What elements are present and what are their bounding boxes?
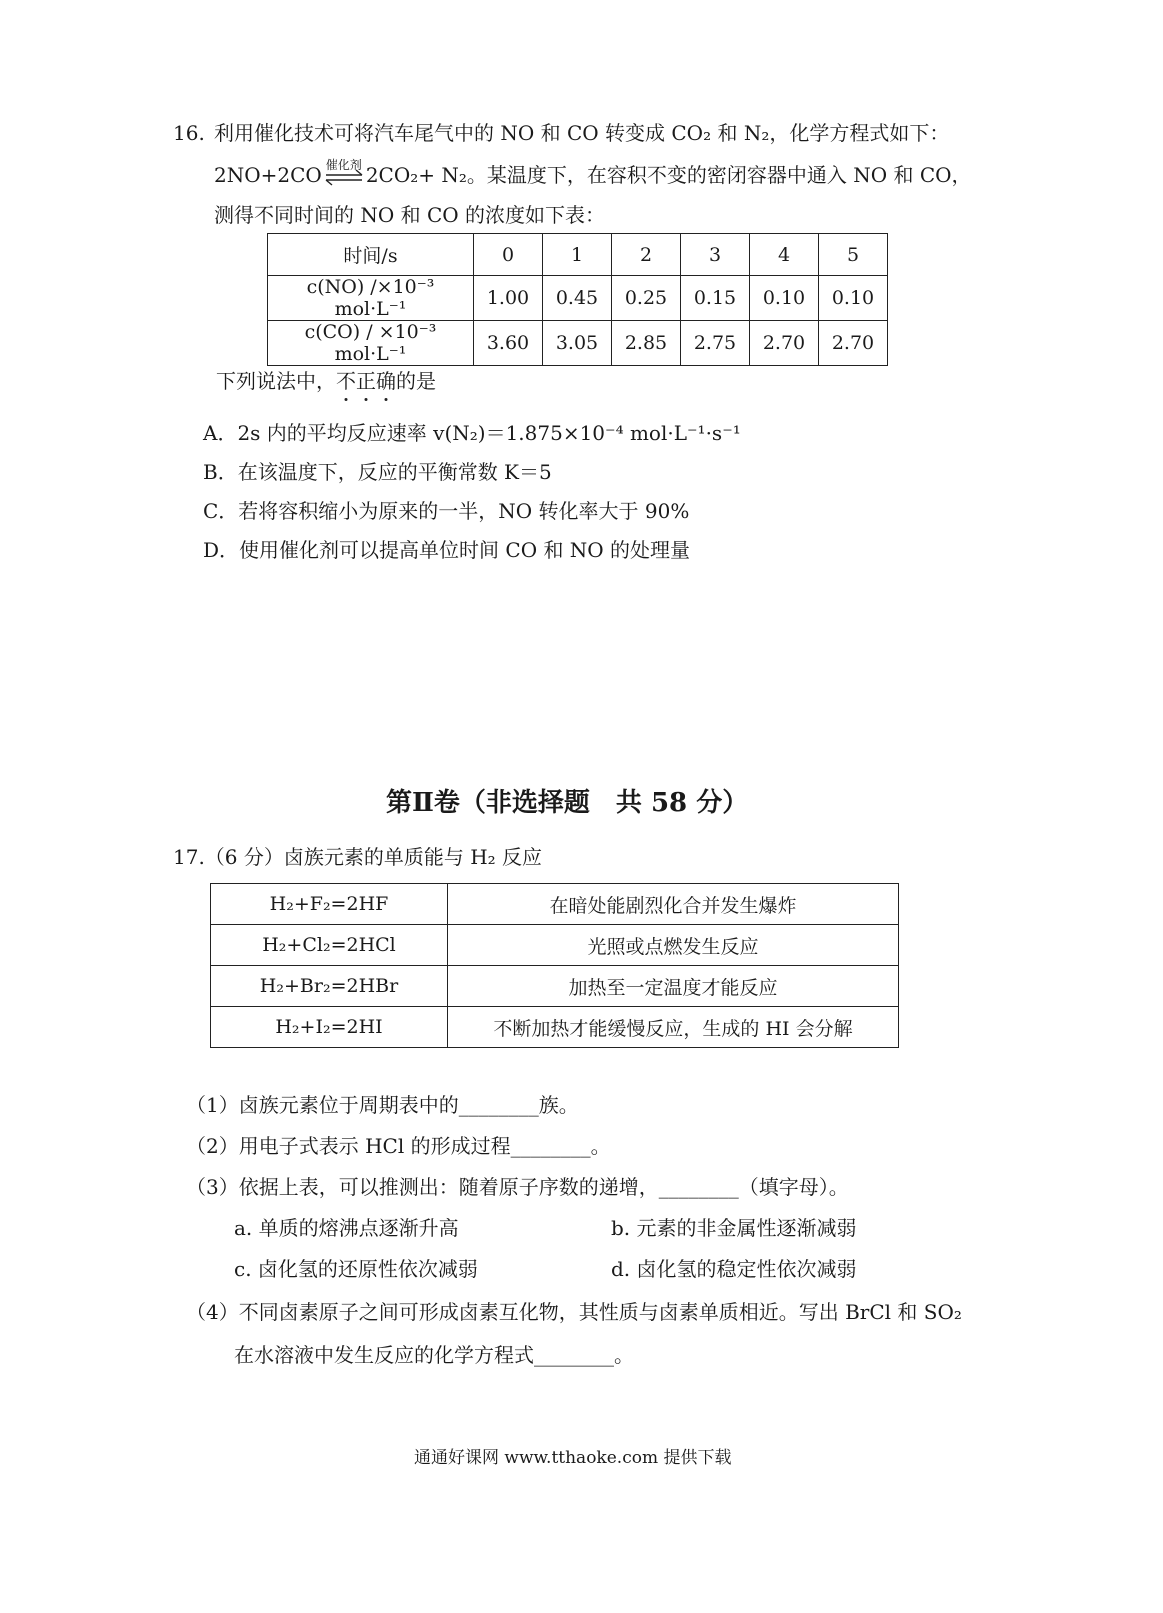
- q17-sub4-line2: 在水溶液中发生反应的化学方程式________。: [234, 1343, 634, 1367]
- q17-sub4-line1: （4）不同卤素原子之间可形成卤素互化物，其性质与卤素单质相近。写出 BrCl 和 SO₂: [186, 1300, 962, 1324]
- reaction-condition: 光照或点燃发生反应: [448, 925, 899, 966]
- reaction-equation: H₂+Br₂=2HBr: [211, 966, 448, 1007]
- time-cell: 1: [543, 234, 612, 276]
- q16-prompt-post: 的是: [396, 369, 436, 393]
- q17-sub2: （2）用电子式表示 HCl 的形成过程________。: [186, 1134, 611, 1158]
- table-row: [211, 1007, 899, 1048]
- table-row: [268, 276, 888, 321]
- q16-equation-line: [214, 157, 972, 190]
- q17-sub3: （3）依据上表，可以推测出：随着原子序数的递增，________（填字母）。: [186, 1175, 849, 1199]
- q16-line1: 利用催化技术可将汽车尾气中的 NO 和 CO 转变成 CO₂ 和 N₂，化学方程式如下：: [214, 121, 950, 145]
- q17-option-c: c. 卤化氢的还原性依次减弱: [234, 1257, 478, 1281]
- q16-option-b: B．在该温度下，反应的平衡常数 K＝5: [203, 460, 552, 484]
- time-cell: 2: [612, 234, 681, 276]
- no-cell: 0.15: [681, 276, 750, 321]
- table-row: [211, 966, 899, 1007]
- table-row: [268, 321, 888, 366]
- q17-header: 17.（6 分）卤族元素的单质能与 H₂ 反应: [173, 845, 543, 869]
- no-cell: 1.00: [474, 276, 543, 321]
- no-cell: 0.10: [750, 276, 819, 321]
- table-row: [268, 234, 888, 276]
- co-row-label: c(CO) / ×10⁻³ mol·L⁻¹: [268, 321, 474, 366]
- reaction-condition: 在暗处能剧烈化合并发生爆炸: [448, 884, 899, 925]
- catalyst-label: 催化剂: [325, 157, 362, 172]
- q16-option-d: D．使用催化剂可以提高单位时间 CO 和 NO 的处理量: [203, 538, 691, 562]
- no-cell: 0.45: [543, 276, 612, 321]
- q16-concentration-table: [267, 233, 888, 366]
- q16-line3: 测得不同时间的 NO 和 CO 的浓度如下表：: [214, 203, 606, 227]
- q17-halogen-table: [210, 883, 899, 1048]
- q16-option-c: C．若将容积缩小为原来的一半，NO 转化率大于 90%: [203, 499, 690, 523]
- table-row: [211, 884, 899, 925]
- reaction-condition: 不断加热才能缓慢反应，生成的 HI 会分解: [448, 1007, 899, 1048]
- no-cell: 0.10: [819, 276, 888, 321]
- q16-eq-left: 2NO+2CO: [214, 163, 322, 187]
- table-row: [211, 925, 899, 966]
- emphasis-char: 不: [336, 369, 356, 393]
- reaction-equation: H₂+F₂=2HF: [211, 884, 448, 925]
- time-cell: 0: [474, 234, 543, 276]
- no-row-label: c(NO) /×10⁻³ mol·L⁻¹: [268, 276, 474, 321]
- no-cell: 0.25: [612, 276, 681, 321]
- time-cell: 3: [681, 234, 750, 276]
- q16-eq-right: 2CO₂+ N₂。某温度下，在容积不变的密闭容器中通入 NO 和 CO，: [365, 163, 972, 187]
- section-title: 第Ⅱ卷（非选择题 共 58 分）: [386, 788, 749, 818]
- page-footer: 通通好课网 www.tthaoke.com 提供下载: [414, 1448, 732, 1468]
- reaction-equation: H₂+Cl₂=2HCl: [211, 925, 448, 966]
- co-cell: 3.60: [474, 321, 543, 366]
- co-cell: 2.70: [819, 321, 888, 366]
- emphasis-char: 确: [376, 369, 396, 393]
- q16-number: 16.: [173, 121, 205, 145]
- q16-prompt-pre: 下列说法中，: [216, 369, 336, 393]
- time-cell: 5: [819, 234, 888, 276]
- time-header: 时间/s: [268, 234, 474, 276]
- q16-prompt: [216, 368, 436, 394]
- q17-option-a: a. 单质的熔沸点逐渐升高: [234, 1216, 459, 1240]
- time-cell: 4: [750, 234, 819, 276]
- q16-option-a: A．2s 内的平均反应速率 v(N₂)＝1.875×10⁻⁴ mol·L⁻¹·s⁻¹: [203, 421, 741, 445]
- emphasis-char: 正: [356, 369, 376, 393]
- q17-sub1: （1）卤族元素位于周期表中的________族。: [186, 1093, 579, 1117]
- q17-option-b: b. 元素的非金属性逐渐减弱: [611, 1216, 857, 1240]
- reaction-condition: 加热至一定温度才能反应: [448, 966, 899, 1007]
- reaction-equation: H₂+I₂=2HI: [211, 1007, 448, 1048]
- q17-option-d: d. 卤化氢的稳定性依次减弱: [611, 1257, 857, 1281]
- co-cell: 3.05: [543, 321, 612, 366]
- co-cell: 2.85: [612, 321, 681, 366]
- equilibrium-arrow-icon: [322, 157, 366, 190]
- co-cell: 2.75: [681, 321, 750, 366]
- co-cell: 2.70: [750, 321, 819, 366]
